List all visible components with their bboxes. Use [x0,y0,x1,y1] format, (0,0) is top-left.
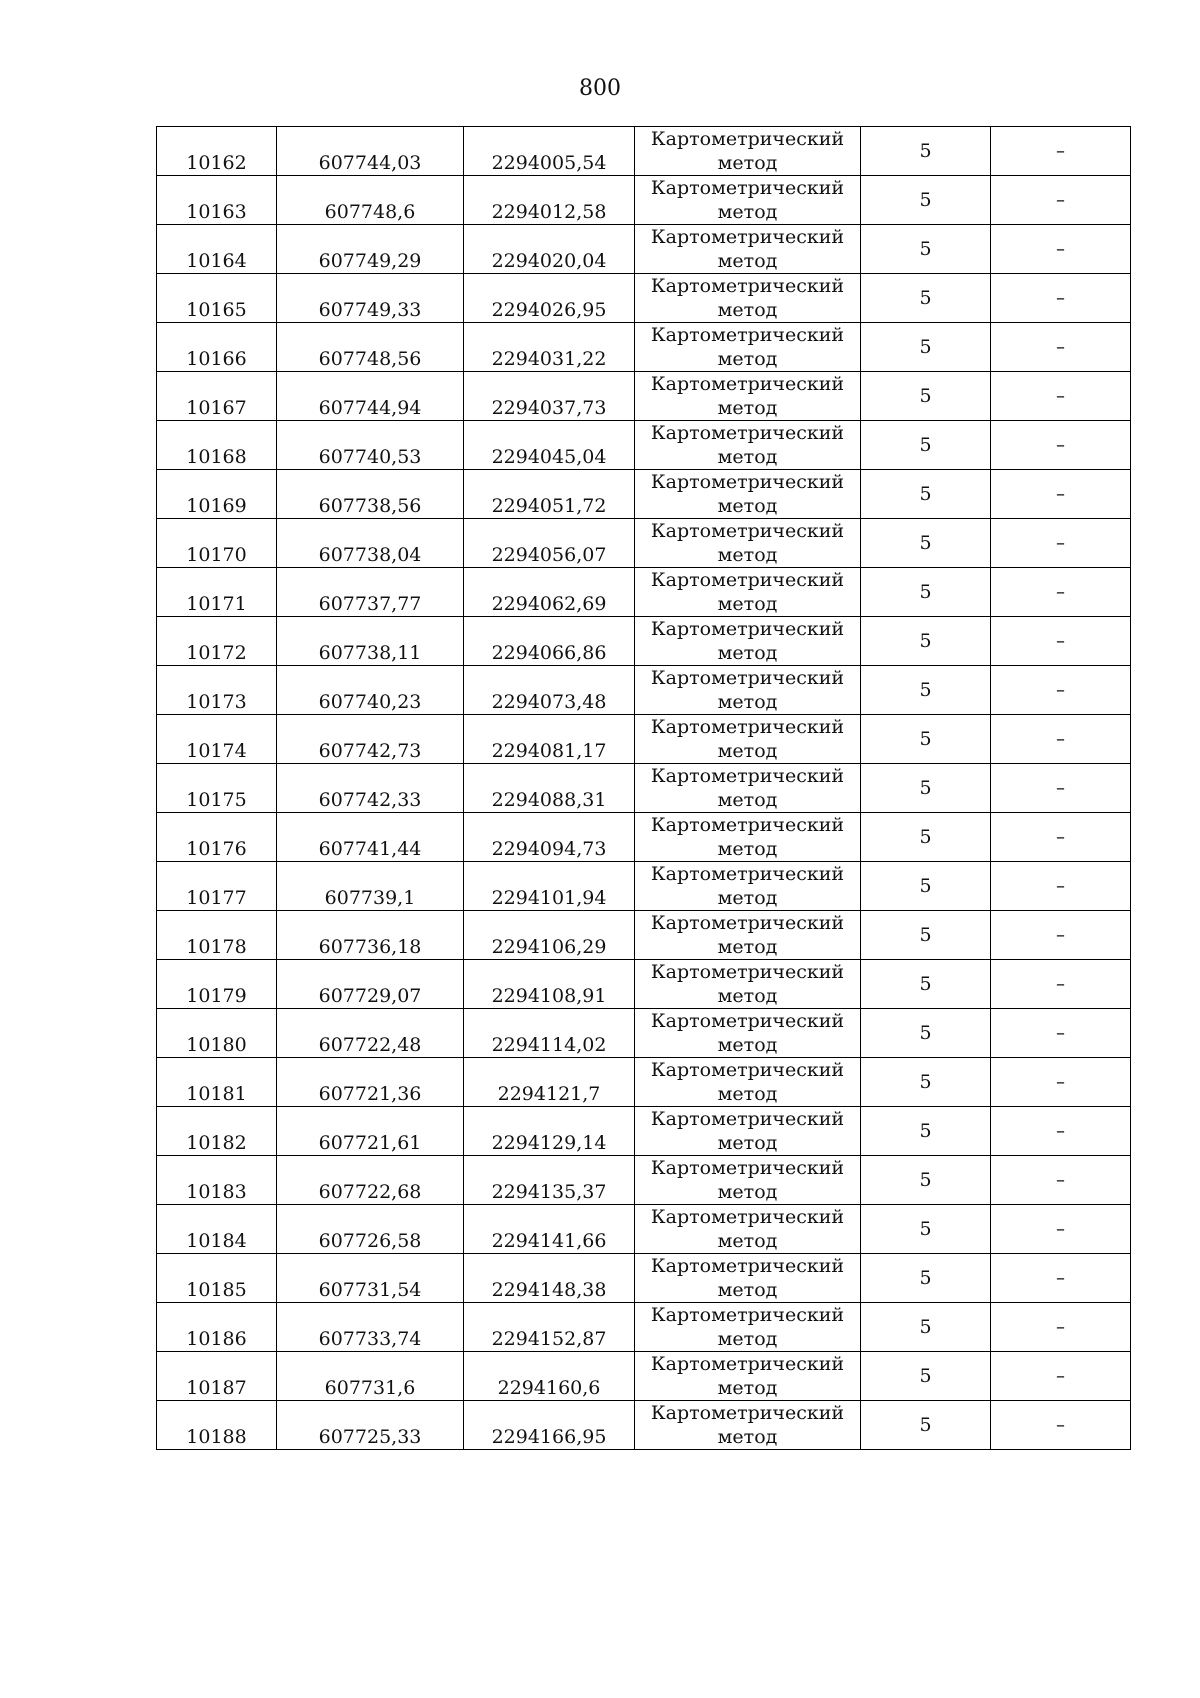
method-cell: Картометрический метод [635,1352,861,1401]
note-cell: – [991,960,1131,1009]
point-number-cell: 10187 [157,1352,277,1401]
point-number-cell: 10172 [157,617,277,666]
y-coordinate-cell: 2294012,58 [464,176,635,225]
note-cell: – [991,1205,1131,1254]
method-cell: Картометрический метод [635,1058,861,1107]
note-cell: – [991,274,1131,323]
accuracy-cell: 5 [861,1254,991,1303]
table-row [157,715,1131,764]
x-coordinate-cell: 607726,58 [277,1205,464,1254]
note-cell: – [991,1156,1131,1205]
y-coordinate-cell: 2294108,91 [464,960,635,1009]
x-coordinate-cell: 607733,74 [277,1303,464,1352]
note-cell: – [991,519,1131,568]
accuracy-cell: 5 [861,470,991,519]
x-coordinate-cell: 607725,33 [277,1401,464,1450]
accuracy-cell: 5 [861,1107,991,1156]
table-row [157,911,1131,960]
table-row [157,1058,1131,1107]
coordinates-table [156,126,1131,1450]
y-coordinate-cell: 2294129,14 [464,1107,635,1156]
point-number-cell: 10180 [157,1009,277,1058]
note-cell: – [991,1401,1131,1450]
note-cell: – [991,813,1131,862]
x-coordinate-cell: 607749,33 [277,274,464,323]
accuracy-cell: 5 [861,715,991,764]
y-coordinate-cell: 2294062,69 [464,568,635,617]
method-cell: Картометрический метод [635,1205,861,1254]
x-coordinate-cell: 607740,53 [277,421,464,470]
point-number-cell: 10163 [157,176,277,225]
note-cell: – [991,862,1131,911]
x-coordinate-cell: 607722,68 [277,1156,464,1205]
x-coordinate-cell: 607731,6 [277,1352,464,1401]
accuracy-cell: 5 [861,1058,991,1107]
y-coordinate-cell: 2294152,87 [464,1303,635,1352]
y-coordinate-cell: 2294005,54 [464,127,635,176]
accuracy-cell: 5 [861,1009,991,1058]
table-row [157,617,1131,666]
point-number-cell: 10183 [157,1156,277,1205]
point-number-cell: 10175 [157,764,277,813]
note-cell: – [991,617,1131,666]
point-number-cell: 10171 [157,568,277,617]
table-row [157,372,1131,421]
y-coordinate-cell: 2294051,72 [464,470,635,519]
method-cell: Картометрический метод [635,1254,861,1303]
table-row [157,666,1131,715]
accuracy-cell: 5 [861,617,991,666]
method-cell: Картометрический метод [635,372,861,421]
method-cell: Картометрический метод [635,666,861,715]
accuracy-cell: 5 [861,813,991,862]
method-cell: Картометрический метод [635,715,861,764]
method-cell: Картометрический метод [635,323,861,372]
accuracy-cell: 5 [861,862,991,911]
accuracy-cell: 5 [861,323,991,372]
table-row [157,1303,1131,1352]
method-cell: Картометрический метод [635,1009,861,1058]
note-cell: – [991,715,1131,764]
x-coordinate-cell: 607736,18 [277,911,464,960]
table-row [157,568,1131,617]
point-number-cell: 10188 [157,1401,277,1450]
table-row [157,1205,1131,1254]
method-cell: Картометрический метод [635,960,861,1009]
table-row [157,862,1131,911]
method-cell: Картометрический метод [635,225,861,274]
y-coordinate-cell: 2294031,22 [464,323,635,372]
point-number-cell: 10168 [157,421,277,470]
table-row [157,225,1131,274]
accuracy-cell: 5 [861,1156,991,1205]
method-cell: Картометрический метод [635,1107,861,1156]
x-coordinate-cell: 607739,1 [277,862,464,911]
y-coordinate-cell: 2294056,07 [464,519,635,568]
method-cell: Картометрический метод [635,127,861,176]
note-cell: – [991,1352,1131,1401]
x-coordinate-cell: 607748,6 [277,176,464,225]
method-cell: Картометрический метод [635,911,861,960]
table-row [157,274,1131,323]
y-coordinate-cell: 2294037,73 [464,372,635,421]
x-coordinate-cell: 607722,48 [277,1009,464,1058]
method-cell: Картометрический метод [635,519,861,568]
point-number-cell: 10178 [157,911,277,960]
point-number-cell: 10164 [157,225,277,274]
method-cell: Картометрический метод [635,813,861,862]
point-number-cell: 10184 [157,1205,277,1254]
point-number-cell: 10167 [157,372,277,421]
accuracy-cell: 5 [861,568,991,617]
note-cell: – [991,568,1131,617]
y-coordinate-cell: 2294088,31 [464,764,635,813]
y-coordinate-cell: 2294045,04 [464,421,635,470]
point-number-cell: 10174 [157,715,277,764]
y-coordinate-cell: 2294148,38 [464,1254,635,1303]
note-cell: – [991,127,1131,176]
note-cell: – [991,764,1131,813]
table-row [157,1009,1131,1058]
point-number-cell: 10177 [157,862,277,911]
point-number-cell: 10176 [157,813,277,862]
method-cell: Картометрический метод [635,1303,861,1352]
method-cell: Картометрический метод [635,617,861,666]
accuracy-cell: 5 [861,666,991,715]
method-cell: Картометрический метод [635,421,861,470]
x-coordinate-cell: 607740,23 [277,666,464,715]
x-coordinate-cell: 607721,61 [277,1107,464,1156]
table-row [157,960,1131,1009]
y-coordinate-cell: 2294141,66 [464,1205,635,1254]
y-coordinate-cell: 2294073,48 [464,666,635,715]
accuracy-cell: 5 [861,274,991,323]
x-coordinate-cell: 607731,54 [277,1254,464,1303]
accuracy-cell: 5 [861,372,991,421]
note-cell: – [991,1058,1131,1107]
x-coordinate-cell: 607748,56 [277,323,464,372]
method-cell: Картометрический метод [635,1401,861,1450]
x-coordinate-cell: 607737,77 [277,568,464,617]
y-coordinate-cell: 2294101,94 [464,862,635,911]
point-number-cell: 10179 [157,960,277,1009]
accuracy-cell: 5 [861,225,991,274]
note-cell: – [991,372,1131,421]
note-cell: – [991,1009,1131,1058]
x-coordinate-cell: 607749,29 [277,225,464,274]
point-number-cell: 10166 [157,323,277,372]
note-cell: – [991,1107,1131,1156]
method-cell: Картометрический метод [635,568,861,617]
y-coordinate-cell: 2294106,29 [464,911,635,960]
x-coordinate-cell: 607729,07 [277,960,464,1009]
x-coordinate-cell: 607742,33 [277,764,464,813]
x-coordinate-cell: 607742,73 [277,715,464,764]
method-cell: Картометрический метод [635,274,861,323]
y-coordinate-cell: 2294160,6 [464,1352,635,1401]
x-coordinate-cell: 607744,03 [277,127,464,176]
y-coordinate-cell: 2294135,37 [464,1156,635,1205]
point-number-cell: 10186 [157,1303,277,1352]
point-number-cell: 10181 [157,1058,277,1107]
table-row [157,1352,1131,1401]
y-coordinate-cell: 2294121,7 [464,1058,635,1107]
note-cell: – [991,666,1131,715]
y-coordinate-cell: 2294166,95 [464,1401,635,1450]
y-coordinate-cell: 2294066,86 [464,617,635,666]
note-cell: – [991,911,1131,960]
table-row [157,519,1131,568]
accuracy-cell: 5 [861,1352,991,1401]
y-coordinate-cell: 2294020,04 [464,225,635,274]
page-number: 800 [579,76,621,101]
x-coordinate-cell: 607741,44 [277,813,464,862]
note-cell: – [991,421,1131,470]
point-number-cell: 10170 [157,519,277,568]
x-coordinate-cell: 607738,04 [277,519,464,568]
accuracy-cell: 5 [861,960,991,1009]
point-number-cell: 10165 [157,274,277,323]
table-row [157,813,1131,862]
table-row [157,764,1131,813]
y-coordinate-cell: 2294114,02 [464,1009,635,1058]
x-coordinate-cell: 607721,36 [277,1058,464,1107]
method-cell: Картометрический метод [635,764,861,813]
note-cell: – [991,1303,1131,1352]
table-row [157,1254,1131,1303]
table-row [157,421,1131,470]
accuracy-cell: 5 [861,1401,991,1450]
note-cell: – [991,225,1131,274]
accuracy-cell: 5 [861,1205,991,1254]
table-row [157,1107,1131,1156]
accuracy-cell: 5 [861,1303,991,1352]
table-row [157,323,1131,372]
x-coordinate-cell: 607738,56 [277,470,464,519]
accuracy-cell: 5 [861,421,991,470]
accuracy-cell: 5 [861,519,991,568]
note-cell: – [991,323,1131,372]
method-cell: Картометрический метод [635,176,861,225]
note-cell: – [991,1254,1131,1303]
note-cell: – [991,176,1131,225]
accuracy-cell: 5 [861,911,991,960]
x-coordinate-cell: 607744,94 [277,372,464,421]
y-coordinate-cell: 2294094,73 [464,813,635,862]
point-number-cell: 10173 [157,666,277,715]
note-cell: – [991,470,1131,519]
table-row [157,1401,1131,1450]
accuracy-cell: 5 [861,176,991,225]
table-row [157,127,1131,176]
method-cell: Картометрический метод [635,862,861,911]
coordinates-table-body [157,127,1131,1450]
method-cell: Картометрический метод [635,1156,861,1205]
x-coordinate-cell: 607738,11 [277,617,464,666]
accuracy-cell: 5 [861,764,991,813]
y-coordinate-cell: 2294081,17 [464,715,635,764]
table-row [157,176,1131,225]
point-number-cell: 10185 [157,1254,277,1303]
point-number-cell: 10162 [157,127,277,176]
point-number-cell: 10169 [157,470,277,519]
method-cell: Картометрический метод [635,470,861,519]
table-row [157,470,1131,519]
table-row [157,1156,1131,1205]
y-coordinate-cell: 2294026,95 [464,274,635,323]
point-number-cell: 10182 [157,1107,277,1156]
accuracy-cell: 5 [861,127,991,176]
